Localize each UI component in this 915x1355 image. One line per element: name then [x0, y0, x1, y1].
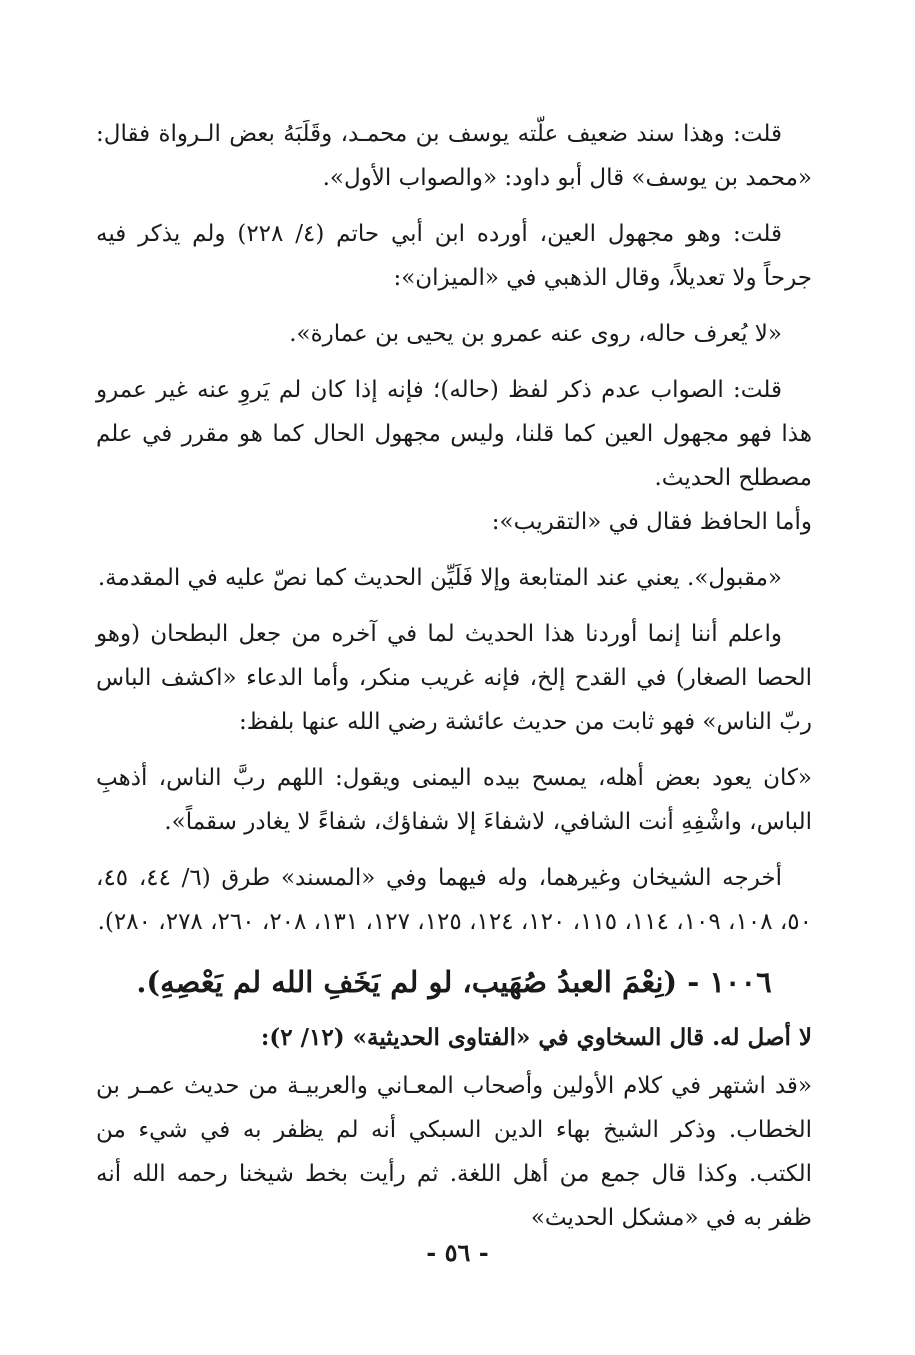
paragraph: لا أصل له. قال السخاوي في «الفتاوى الحديثية» (١٢/ ٢): [260, 1024, 812, 1051]
quote-paragraph: «لا يُعرف حاله، روى عنه عمرو بن يحيى بن عمارة». [289, 321, 782, 347]
hadith-heading: ١٠٠٦ - (نِعْمَ العبدُ صُهَيب، لو لم يَخَفِ الله لم يَعْصِهِ). [136, 965, 772, 999]
quote-paragraph: «مقبول». يعني عند المتابعة وإلا فَلَيِّن الحديث كما نصّ عليه في المقدمة. [97, 565, 782, 591]
paragraph: قلت: الصواب عدم ذكر لفظ (حاله)؛ فإنه إذا كان لم يَروِ عنه غير عمرو هذا فهو مجهول العين كما قلنا، وليس مجهول الحال كما هو مقرر في علم مصطلح الحديث. [96, 377, 812, 491]
paragraph: أخرجه الشيخان وغيرهما، وله فيهما وفي «المسند» طرق (٦/ ٤٤، ٤٥، ٥٠، ١٠٨، ١٠٩، ١١٤، ١١٥، ١٢٠، ١٢٤، ١٢٥، ١٢٧، ١٣١، ٢٠٨، ٢٦٠، ٢٧٨، ٢٨٠). [96, 865, 812, 935]
page-body [96, 112, 812, 1252]
quote-paragraph: «قد اشتهر في كلام الأولين وأصحاب المعـاني والعربيـة من حديث عمـر بن الخطاب. وذكر الشيخ بهاء الدين السبكي أنه لم يظفر به في شيء من الكتب. وكذا قال جمع من أهل اللغة. ثم رأيت بخط شيخنا رحمه الله أنه ظفر به في «مشكل الحديث» [96, 1073, 812, 1231]
quote-paragraph: «كان يعود بعض أهله، يمسح بيده اليمنى ويقول: اللهم ربَّ الناس، أذهبِ الباس، واشْفِهِ أنت الشافي، لاشفاءَ إلا شفاؤك، شفاءً لا يغادر سقماً». [96, 765, 812, 835]
paragraph: واعلم أننا إنما أوردنا هذا الحديث لما في آخره من جعل البطحان (وهو الحصا الصغار) في القدح إلخ، فإنه غريب منكر، وأما الدعاء «اكشف الباس ربّ الناس» فهو ثابت من حديث عائشة رضي الله عنها بلفظ: [96, 621, 812, 735]
page-number: - ٥٦ - [426, 1238, 489, 1267]
paragraph: وأما الحافظ فقال في «التقريب»: [491, 509, 812, 535]
paragraph: قلت: وهذا سند ضعيف علّته يوسف بن محمـد، وقَلَبَهُ بعض الـرواة فقال: «محمد بن يوسف» قال أبو داود: «والصواب الأول». [96, 121, 812, 191]
paragraph: قلت: وهو مجهول العين، أورده ابن أبي حاتم (٤/ ٢٢٨) ولم يذكر فيه جرحاً ولا تعديلاً، وقال الذهبي في «الميزان»: [96, 221, 812, 291]
